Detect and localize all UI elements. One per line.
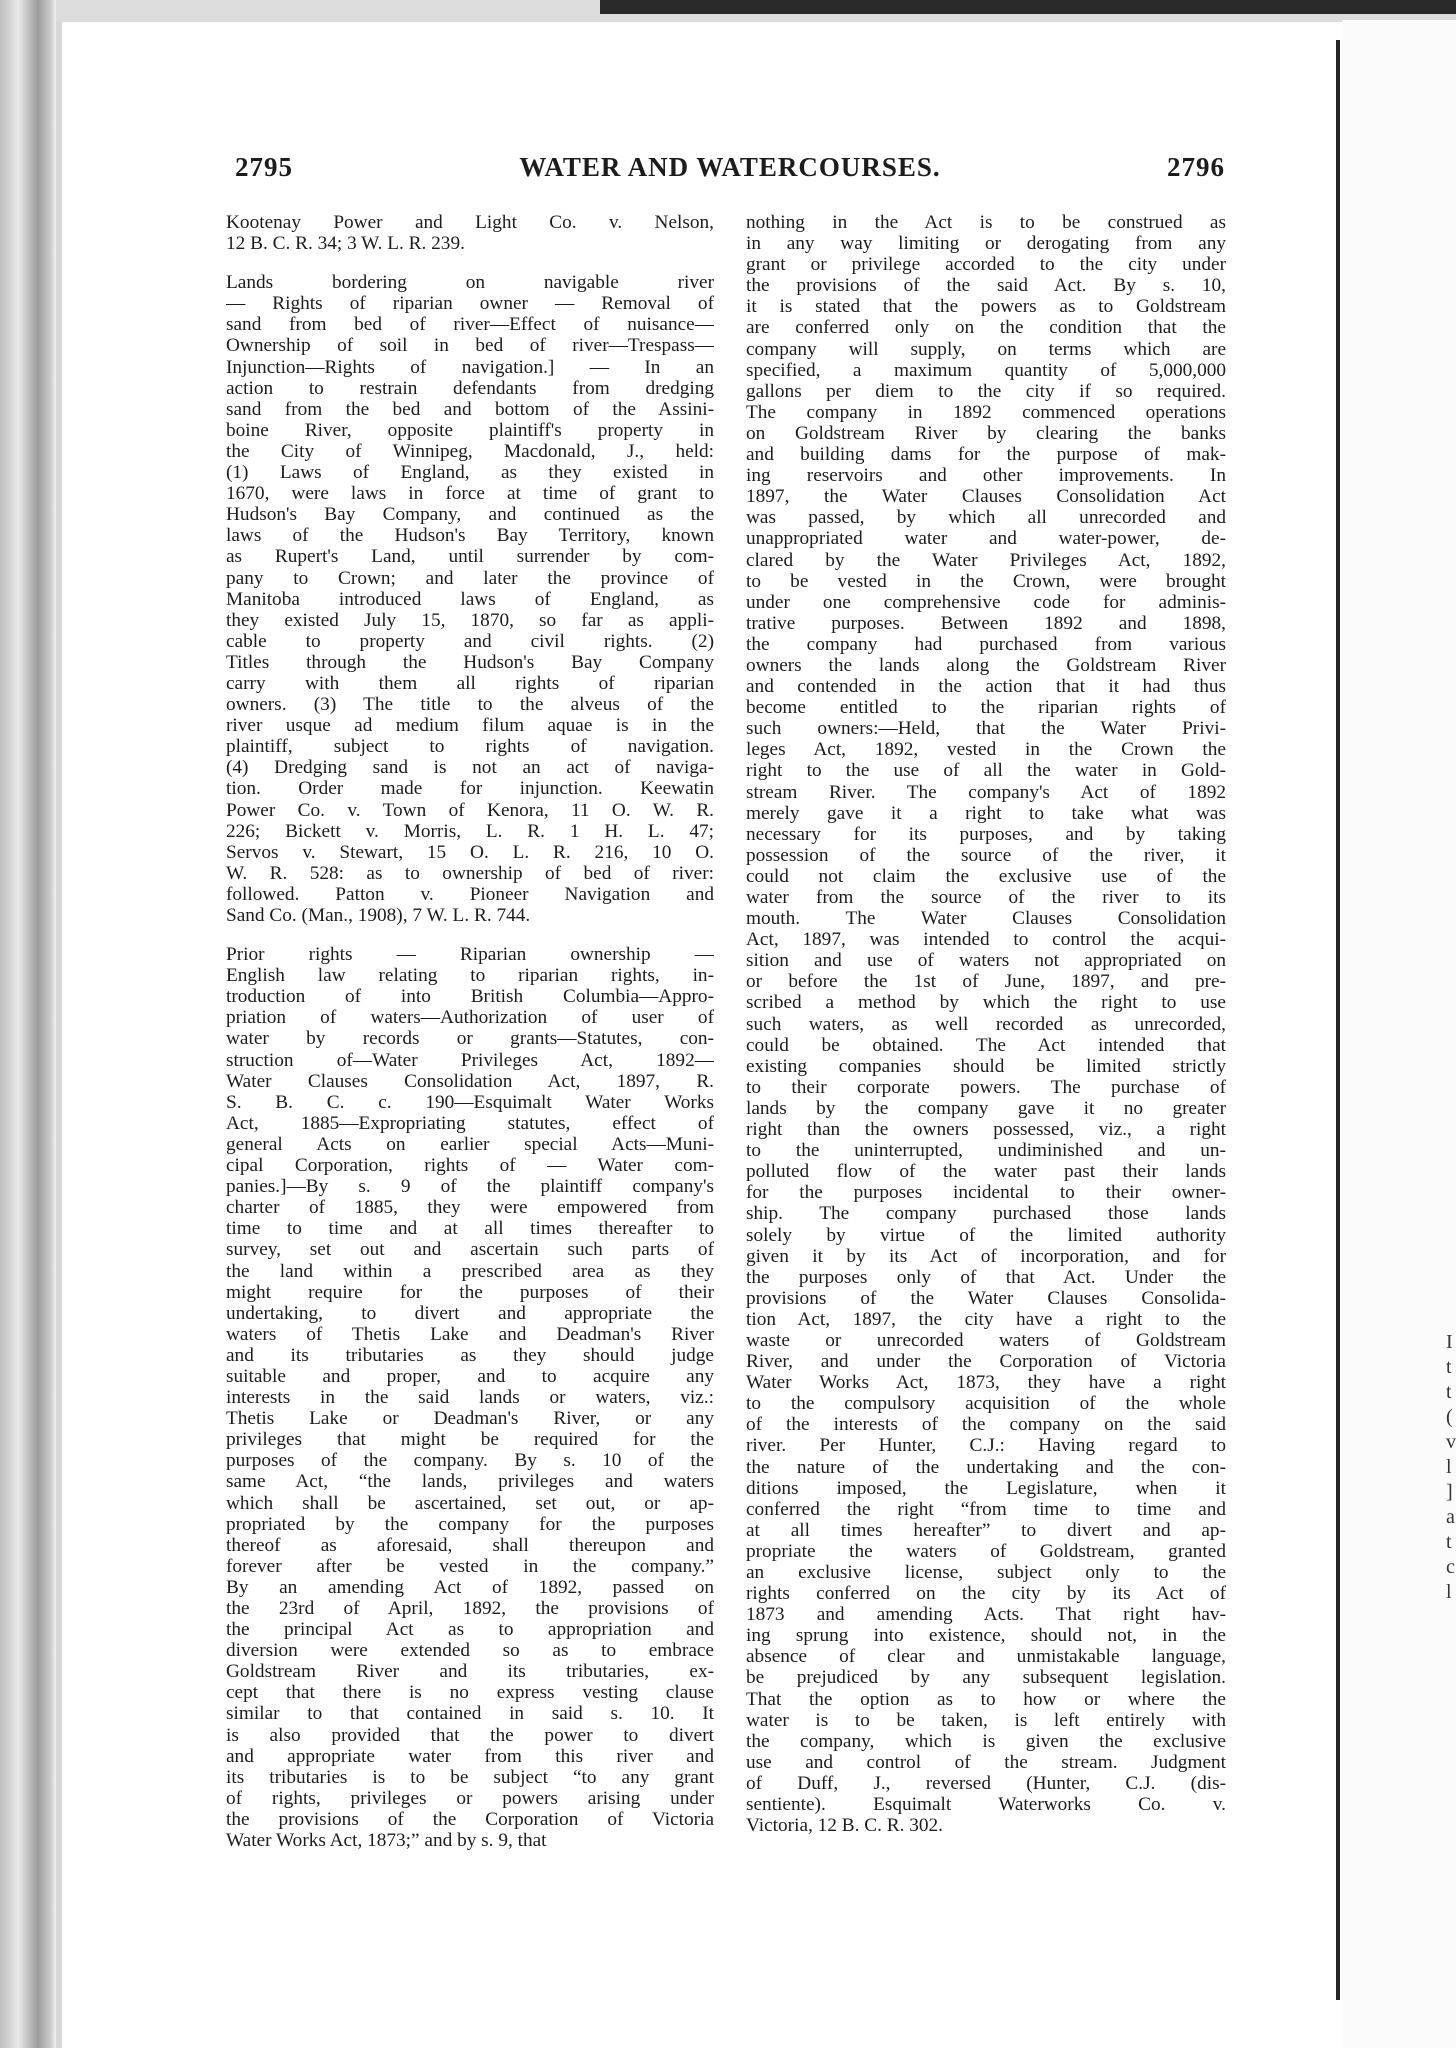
text-line: the 23rd of April, 1892, the provisions of [226, 1598, 714, 1619]
text-line: The company in 1892 commenced operations [746, 401, 1226, 423]
text-line: same Act, “the lands, privileges and waters [226, 1471, 714, 1493]
text-line: to their corporate powers. The purchase of [746, 1076, 1226, 1098]
text-line: time to time and at all times thereafter to [226, 1218, 714, 1240]
text-line: boine River, opposite plaintiff's property in [226, 419, 714, 441]
text-line: and contended in the action that it had thus [746, 676, 1226, 698]
scan-top-shadow [600, 0, 1456, 14]
text-line: leges Act, 1892, vested in the Crown the [746, 739, 1226, 761]
next-page-edge-text [1446, 1330, 1456, 1605]
text-line: sand from bed of river—Effect of nuisance— [226, 314, 714, 336]
text-line: trative purposes. Between 1892 and 1898, [746, 612, 1226, 634]
text-line: the provisions of the said Act. By s. 10, [746, 275, 1226, 297]
text-line: charter of 1885, they were empowered from [226, 1197, 714, 1219]
text-line: tion. Order made for injunction. Keewatin [226, 778, 714, 800]
text-line: privileges that might be required for the [226, 1429, 714, 1451]
right-column [746, 212, 1226, 1836]
text-line: specified, a maximum quantity of 5,000,000 [746, 359, 1226, 381]
text-line: and building dams for the purpose of mak- [746, 444, 1226, 466]
text-line: (4) Dredging sand is not an act of naviga- [226, 757, 714, 779]
left-column [226, 212, 714, 1851]
running-head [235, 152, 1225, 192]
text-line: provisions of the Water Clauses Consolida- [746, 1287, 1226, 1309]
text-line: be prejudiced by any subsequent legislation. [746, 1667, 1226, 1689]
text-line: Manitoba introduced laws of England, as [226, 588, 714, 610]
text-line: conferred the right “from time to time and [746, 1498, 1226, 1520]
text-line: could not claim the exclusive use of the [746, 865, 1226, 887]
text-line: followed. Patton v. Pioneer Navigation and [226, 883, 714, 905]
text-line: Act, 1897, was intended to control the acqui- [746, 929, 1226, 951]
text-line: propriate the waters of Goldstream, granted [746, 1540, 1226, 1562]
text-line: Hudson's Bay Company, and continued as the [226, 504, 714, 526]
text-line: clared by the Water Privileges Act, 1892, [746, 549, 1226, 571]
text-line: they existed July 15, 1870, so far as appli- [226, 609, 714, 631]
paragraph-gap [226, 926, 714, 944]
text-line: absence of clear and unmistakable language, [746, 1646, 1226, 1668]
text-line: lands by the company gave it no greater [746, 1097, 1226, 1119]
text-line: sentiente). Esquimalt Waterworks Co. v. [746, 1794, 1226, 1816]
text-line: river. Per Hunter, C.J.: Having regard to [746, 1435, 1226, 1457]
text-line: water from the source of the river to its [746, 887, 1226, 908]
text-line: sition and use of waters not appropriated on [746, 950, 1226, 972]
text-line: of the interests of the company on the said [746, 1414, 1226, 1436]
text-line: given it by its Act of incorporation, and for [746, 1245, 1226, 1267]
text-line: gallons per diem to the city if so required. [746, 380, 1226, 402]
text-line: 1897, the Water Clauses Consolidation Act [746, 486, 1226, 508]
text-line: of rights, privileges or powers arising under [226, 1787, 714, 1809]
text-line: such waters, as well recorded as unrecorded, [746, 1013, 1226, 1035]
text-line: Injunction—Rights of navigation.] — In an [226, 356, 714, 378]
text-line: action to restrain defendants from dredging [226, 377, 714, 399]
text-line: the City of Winnipeg, Macdonald, J., held: [226, 440, 714, 462]
text-line: water by records or grants—Statutes, con- [226, 1028, 714, 1050]
page-gutter-shadow [56, 22, 62, 2048]
text-line: waste or unrecorded waters of Goldstream [746, 1329, 1226, 1351]
text-line: That the option as to how or where the [746, 1688, 1226, 1710]
text-line: merely gave it a right to take what was [746, 802, 1226, 824]
text-line: is also provided that the power to divert [226, 1724, 714, 1746]
page-title: WATER AND WATERCOURSES. [519, 152, 941, 182]
text-line: the purposes only of that Act. Under the [746, 1266, 1226, 1288]
paragraph-gap [226, 254, 714, 272]
edge-glyph: ( [1446, 1406, 1453, 1428]
text-line: ditions imposed, the Legislature, when it [746, 1477, 1226, 1499]
text-line: 12 B. C. R. 34; 3 W. L. R. 239. [226, 233, 465, 255]
text-line: right than the owners possessed, viz., a right [746, 1119, 1226, 1141]
edge-glyph: t [1446, 1356, 1452, 1378]
text-line: (1) Laws of England, as they existed in [226, 462, 714, 484]
edge-glyph: I [1446, 1331, 1453, 1353]
edge-glyph: v [1446, 1431, 1456, 1453]
text-line: ship. The company purchased those lands [746, 1203, 1226, 1225]
text-line: the principal Act as to appropriation and [226, 1619, 714, 1641]
text-line: panies.]—By s. 9 of the plaintiff company's [226, 1176, 714, 1198]
text-line: 1670, were laws in force at time of grant to [226, 483, 714, 505]
text-line: the company, which is given the exclusive [746, 1730, 1226, 1752]
text-line: or before the 1st of June, 1897, and pre- [746, 971, 1226, 993]
text-line: thereof as aforesaid, shall thereupon and [226, 1534, 714, 1556]
text-line: use and control of the stream. Judgment [746, 1751, 1226, 1773]
text-line: Victoria, 12 B. C. R. 302. [746, 1815, 944, 1837]
text-line: propriated by the company for the purposes [226, 1513, 714, 1535]
text-line: carry with them all rights of riparian [226, 672, 714, 694]
text-line: the provisions of the Corporation of Victoria [226, 1808, 714, 1830]
text-line: for the purposes incidental to their owner- [746, 1182, 1226, 1204]
text-line: might require for the purposes of their [226, 1281, 714, 1303]
text-line: water is to be taken, is left entirely with [746, 1709, 1226, 1731]
text-line: Water Clauses Consolidation Act, 1897, R. [226, 1070, 714, 1092]
text-line: grant or privilege accorded to the city under [746, 254, 1226, 276]
text-line: Act, 1885—Expropriating statutes, effect of [226, 1112, 714, 1134]
text-line: Ownership of soil in bed of river—Trespass— [226, 335, 714, 357]
edge-glyph: l [1446, 1581, 1452, 1603]
text-line: solely by virtue of the limited authority [746, 1224, 1226, 1246]
text-line: of Duff, J., reversed (Hunter, C.J. (dis- [746, 1772, 1226, 1794]
page-number-left: 2795 [235, 152, 293, 182]
text-line: Prior rights — Riparian ownership — [226, 944, 714, 966]
text-line: the company had purchased from various [746, 633, 1226, 655]
text-line: struction of—Water Privileges Act, 1892— [226, 1049, 714, 1071]
text-line: 226; Bickett v. Morris, L. R. 1 H. L. 47; [226, 820, 714, 842]
edge-glyph: c [1446, 1556, 1455, 1578]
text-line: on Goldstream River by clearing the banks [746, 422, 1226, 444]
text-line: forever after be vested in the company.” [226, 1555, 714, 1577]
text-line: Goldstream River and its tributaries, ex- [226, 1661, 714, 1683]
text-line: undertaking, to divert and appropriate the [226, 1302, 714, 1324]
text-line: to the compulsory acquisition of the whole [746, 1393, 1226, 1415]
text-line: ing reservoirs and other improvements. In [746, 465, 1226, 487]
text-line: are conferred only on the condition that the [746, 317, 1226, 339]
text-line: become entitled to the riparian rights of [746, 697, 1226, 719]
text-line: polluted flow of the water past their lands [746, 1161, 1226, 1183]
text-line: Kootenay Power and Light Co. v. Nelson, [226, 212, 714, 233]
edge-glyph: l [1446, 1456, 1452, 1478]
text-line: owners the lands along the Goldstream River [746, 654, 1226, 676]
text-line: W. R. 528: as to ownership of bed of river: [226, 862, 714, 884]
text-line: in any way limiting or derogating from any [746, 233, 1226, 255]
text-line: laws of the Hudson's Bay Territory, known [226, 525, 714, 547]
text-line: owners. (3) The title to the alveus of the [226, 694, 714, 716]
text-line: suitable and proper, and to acquire any [226, 1365, 714, 1387]
text-line: River, and under the Corporation of Victoria [746, 1351, 1226, 1373]
text-line: could be obtained. The Act intended that [746, 1034, 1226, 1056]
text-line: and appropriate water from this river and [226, 1745, 714, 1767]
text-line: cipal Corporation, rights of — Water com- [226, 1155, 714, 1177]
text-line: survey, set out and ascertain such parts of [226, 1239, 714, 1261]
text-line: ing sprung into existence, should not, in the [746, 1625, 1226, 1647]
text-line: unappropriated water and water-power, de- [746, 528, 1226, 550]
text-line: Sand Co. (Man., 1908), 7 W. L. R. 744. [226, 905, 531, 926]
text-line: Servos v. Stewart, 15 O. L. R. 216, 10 O. [226, 841, 714, 863]
text-line: to be vested in the Crown, were brought [746, 570, 1226, 592]
text-line: sand from the bed and bottom of the Assini- [226, 398, 714, 420]
text-line: under one comprehensive code for adminis- [746, 591, 1226, 613]
text-line: an exclusive license, subject only to the [746, 1562, 1226, 1583]
text-line: was passed, by which all unrecorded and [746, 507, 1226, 529]
text-line: priation of waters—Authorization of user of [226, 1007, 714, 1029]
text-line: nothing in the Act is to be construed as [746, 212, 1226, 233]
text-line: it is stated that the powers as to Goldstream [746, 296, 1226, 318]
text-line: Thetis Lake or Deadman's River, or any [226, 1408, 714, 1430]
edge-glyph: t [1446, 1531, 1452, 1553]
text-line: the land within a prescribed area as they [226, 1260, 714, 1282]
text-line: By an amending Act of 1892, passed on [226, 1576, 714, 1598]
text-line: pany to Crown; and later the province of [226, 567, 714, 589]
text-line: possession of the source of the river, it [746, 844, 1226, 866]
text-line: mouth. The Water Clauses Consolidation [746, 908, 1226, 930]
text-line: to the uninterrupted, undiminished and un- [746, 1140, 1226, 1162]
book-binding-edge [0, 0, 56, 2048]
edge-glyph: t [1446, 1381, 1452, 1403]
text-line: S. B. C. c. 190—Esquimalt Water Works [226, 1091, 714, 1113]
edge-glyph: ] [1446, 1481, 1453, 1503]
text-line: tion Act, 1897, the city have a right to the [746, 1308, 1226, 1330]
text-line: the nature of the undertaking and the con- [746, 1456, 1226, 1478]
text-line: necessary for its purposes, and by taking [746, 823, 1226, 845]
page-divider-rule [1336, 40, 1340, 2000]
text-line: river usque ad medium filum aquae is in the [226, 715, 714, 737]
text-line: 1873 and amending Acts. That right hav- [746, 1604, 1226, 1626]
text-line: scribed a method by which the right to use [746, 992, 1226, 1014]
text-line: diversion were extended so as to embrace [226, 1640, 714, 1662]
text-line: interests in the said lands or waters, viz.: [226, 1387, 714, 1409]
text-line: Lands bordering on navigable river [226, 272, 714, 294]
text-line: cable to property and civil rights. (2) [226, 630, 714, 652]
text-line: right to the use of all the water in Gold- [746, 760, 1226, 782]
text-line: plaintiff, subject to rights of navigation. [226, 736, 714, 758]
text-line: Power Co. v. Town of Kenora, 11 O. W. R. [226, 799, 714, 821]
text-line: similar to that contained in said s. 10. It [226, 1703, 714, 1725]
text-line: which shall be ascertained, set out, or ap- [226, 1492, 714, 1514]
text-line: existing companies should be limited strictly [746, 1055, 1226, 1077]
text-line: Water Works Act, 1873;” and by s. 9, that [226, 1830, 547, 1852]
text-line: Water Works Act, 1873, they have a right [746, 1372, 1226, 1394]
text-line: — Rights of riparian owner — Removal of [226, 293, 714, 315]
edge-glyph: a [1446, 1506, 1455, 1528]
text-line: as Rupert's Land, until surrender by com- [226, 546, 714, 568]
text-line: Titles through the Hudson's Bay Company [226, 651, 714, 673]
text-line: general Acts on earlier special Acts—Muni- [226, 1133, 714, 1155]
text-line: stream River. The company's Act of 1892 [746, 781, 1226, 803]
text-line: troduction of into British Columbia—Appro- [226, 986, 714, 1008]
text-line: cept that there is no express vesting clause [226, 1682, 714, 1704]
text-line: company will supply, on terms which are [746, 338, 1226, 360]
text-line: purposes of the company. By s. 10 of the [226, 1450, 714, 1472]
text-line: at all times hereafter” to divert and ap- [746, 1519, 1226, 1541]
text-line: its tributaries is to be subject “to any grant [226, 1766, 714, 1788]
text-line: and its tributaries as they should judge [226, 1344, 714, 1366]
text-line: waters of Thetis Lake and Deadman's River [226, 1323, 714, 1345]
next-page-strip [1342, 20, 1456, 2048]
text-line: rights conferred on the city by its Act of [746, 1583, 1226, 1605]
page-number-right: 2796 [1167, 152, 1225, 182]
text-line: such owners:—Held, that the Water Privi- [746, 718, 1226, 740]
text-line: English law relating to riparian rights, in- [226, 965, 714, 987]
